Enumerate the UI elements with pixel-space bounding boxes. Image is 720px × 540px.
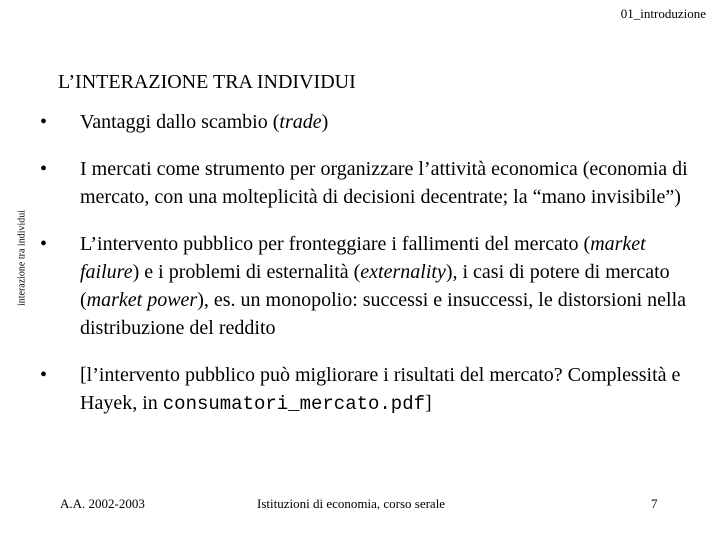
bullet-text: ]: [425, 392, 432, 414]
slide-title: L’INTERAZIONE TRA INDIVIDUI: [58, 71, 356, 93]
bullet-emphasis: market failure: [80, 233, 646, 283]
bullet-text: I mercati come strumento per organizzare l’attività economica (economia di mercato, con una molteplicità di decisioni decentrate; la “mano invisibile”): [80, 158, 688, 208]
slide-filename-label: 01_introduzione: [620, 6, 706, 21]
footer-course-title: Istituzioni di economia, corso serale: [257, 496, 446, 511]
bullet-emphasis: externality: [360, 261, 446, 283]
bullet-symbol: •: [40, 233, 48, 255]
bullet-symbol: •: [40, 158, 48, 180]
bullet-symbol: •: [40, 111, 48, 133]
bullet-item-hayek: [40, 361, 690, 418]
page-number: 7: [651, 496, 658, 511]
bullet-item-public-intervention: [40, 230, 690, 342]
pdf-filename: consumatori_mercato.pdf: [162, 393, 426, 415]
bullet-symbol: •: [40, 364, 48, 386]
bullet-item-markets: [40, 155, 690, 211]
bullet-text: ) e i problemi di esternalità (: [132, 261, 361, 283]
footer-academic-year: A.A. 2002-2003: [60, 496, 145, 511]
bullet-emphasis: market power: [86, 289, 198, 311]
bullet-text: ): [321, 111, 329, 133]
bullet-text: ), es. un monopolio: successi e insuccessi, le distorsioni nella distribuzione del reddito: [80, 289, 687, 339]
bullet-text: L’intervento pubblico per fronteggiare i fallimenti del mercato (: [80, 233, 591, 255]
bullet-text: [l’intervento pubblico può migliorare i risultati del mercato? Complessità e Hayek, in: [80, 364, 681, 414]
bullet-item-trade: [40, 108, 690, 136]
bullet-text: Vantaggi dallo scambio (: [80, 111, 280, 133]
bullet-list: [40, 108, 690, 418]
bullet-text: ), i casi di potere di mercato (: [80, 261, 670, 311]
bullet-emphasis: trade: [279, 111, 322, 133]
vertical-section-label: interazione tra individui: [16, 209, 28, 307]
